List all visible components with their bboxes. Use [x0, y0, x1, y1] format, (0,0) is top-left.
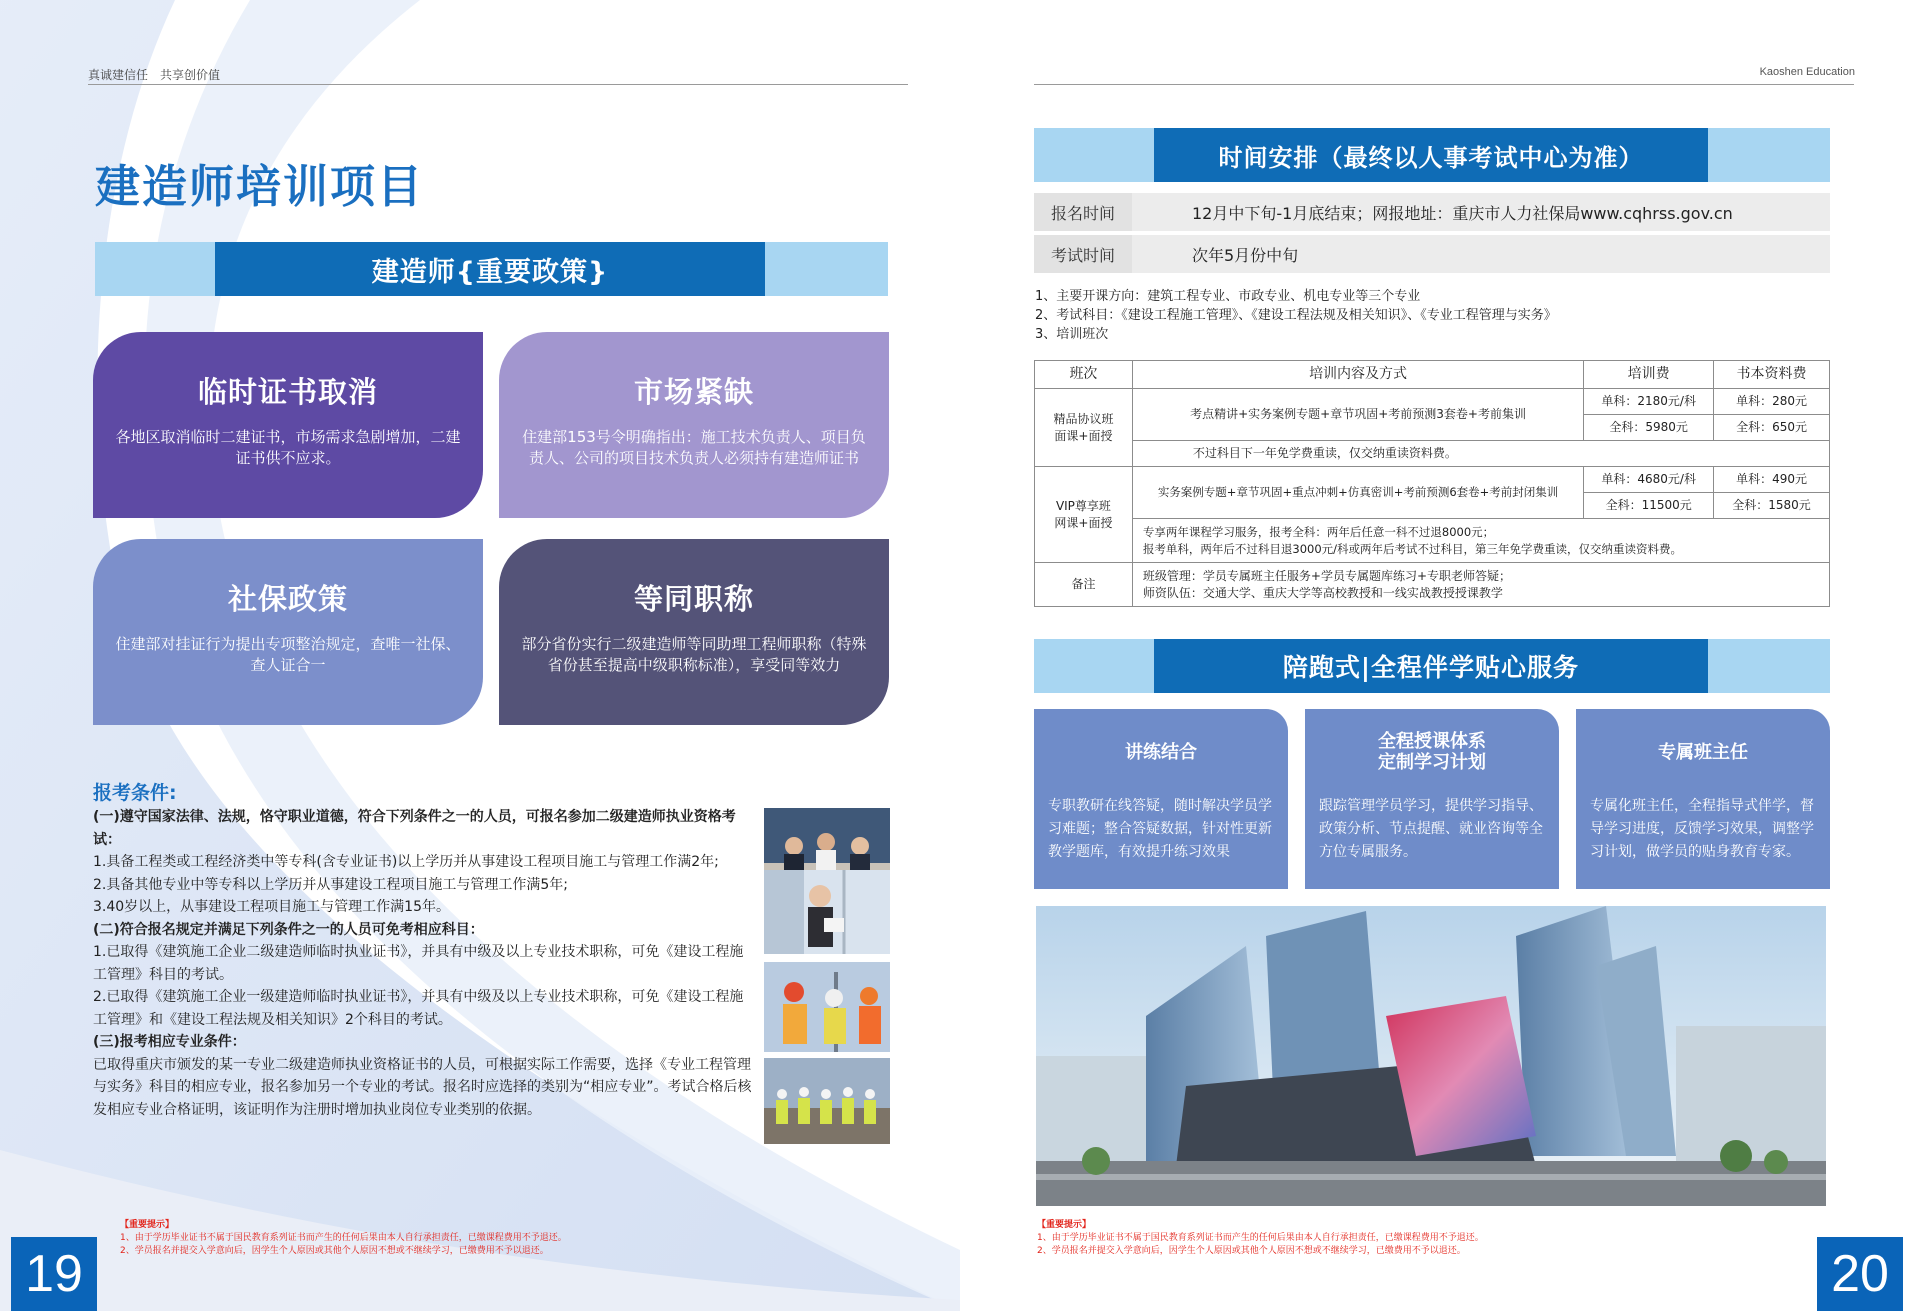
- requirement-line: 1.具备工程类或工程经济类中等专科(含专业证书)以上学历并从事建设工程项目施工与管理工作满2年;: [93, 854, 719, 870]
- column-header: 培训费: [1584, 361, 1714, 389]
- note-cell: 不过科目下一年免学费重读，仅交纳重读资料费。: [1132, 441, 1829, 467]
- notice-line: 2、学员报名并提交入学意向后，因学生个人原因或其他个人原因不想或不继续学习，已缴费用不予以退还。: [1037, 1246, 1466, 1256]
- column-header: 班次: [1035, 361, 1133, 389]
- requirements-body: [93, 806, 753, 1121]
- policy-card-title: 市场紧缺: [633, 375, 754, 409]
- policy-card-desc: 住建部对挂证行为提出专项整治规定，查唯一社保、查人证合一: [115, 635, 461, 674]
- policy-band: [95, 242, 888, 296]
- class-name-cell: 精品协议班 面课+面授: [1035, 389, 1133, 467]
- remark-label: 备注: [1035, 563, 1133, 607]
- page-number: 20: [1817, 1237, 1903, 1311]
- content-cell: 实务案例专题+章节巩固+重点冲刺+仿真密训+考前预测6套卷+考前封闭集训: [1132, 467, 1583, 519]
- photo-site-team: [764, 1058, 890, 1144]
- column-header: 培训内容及方式: [1132, 361, 1583, 389]
- service-card-title: 专属班主任: [1658, 741, 1748, 763]
- note-line: 3、培训班次: [1035, 327, 1109, 342]
- page-title: 建造师培训项目: [95, 160, 425, 213]
- service-card-study-plan: [1305, 709, 1559, 889]
- requirement-line: 已取得重庆市颁发的某一专业二级建造师执业资格证书的人员，可根据实际工作需要，选择《专业工程管理与实务》科目的相应专业，报名参加另一个专业的考试。报名时应选择的类别为“相应专业”。考试合格后核发相应专业合格证明，该证明作为注册时增加执业岗位专业类别的依据。: [93, 1056, 752, 1118]
- book-fee-cell: 单科：280元: [1714, 389, 1830, 415]
- important-notice-left: [120, 1219, 567, 1258]
- notice-line: 2、学员报名并提交入学意向后，因学生个人原因或其他个人原因不想或不继续学习，已缴费用不予以退还。: [120, 1246, 549, 1256]
- table-row: [1035, 563, 1830, 607]
- requirement-line: 1.已取得《建筑施工企业二级建造师临时执业证书》，并具有中级及以上专业技术职称，可免《建设工程施工管理》科目的考试。: [93, 944, 744, 983]
- service-card-title: 全程授课体系 定制学习计划: [1378, 731, 1486, 773]
- policy-band-title: 建造师{重要政策}: [215, 242, 765, 296]
- requirements-title: 报考条件:: [93, 782, 177, 804]
- table-row: [1034, 193, 1830, 231]
- schedule-band: [1034, 128, 1830, 182]
- service-band: [1034, 639, 1830, 693]
- course-notes: [1035, 287, 1557, 344]
- remark-cell: 班级管理：学员专属班主任服务+学员专属题库练习+专职老师答疑； 师资队伍：交通大学、重庆大学等高校教授和一线实战教授授课教学: [1132, 563, 1829, 607]
- fee-table: [1034, 360, 1830, 607]
- note-line: 2、考试科目：《建设工程施工管理》、《建设工程法规及相关知识》、《专业工程管理与实务》: [1035, 308, 1557, 323]
- policy-card-title: 等同职称: [633, 582, 754, 616]
- policy-card-desc: 各地区取消临时二建证书，市场需求急剧增加，二建证书供不应求。: [115, 428, 461, 467]
- policy-card-desc: 部分省份实行二级建造师等同助理工程师职称（特殊省份甚至提高中级职称标准），享受同等效力: [521, 635, 867, 674]
- requirement-line: (一)遵守国家法律、法规，恪守职业道德，符合下列条件之一的人员，可报名参加二级建造师执业资格考试：: [93, 809, 736, 848]
- service-band-title: 陪跑式|全程伴学贴心服务: [1154, 639, 1708, 693]
- class-name-cell: VIP尊享班 网课+面授: [1035, 467, 1133, 563]
- fee-cell: 全科：11500元: [1584, 493, 1714, 519]
- policy-card-social-insurance: [93, 539, 483, 725]
- schedule-value: 次年5月份中旬: [1132, 235, 1830, 273]
- requirement-line: 2.具备其他专业中等专科以上学历并从事建设工程项目施工与管理工作满5年;: [93, 876, 568, 893]
- photo-engineer-woman: [764, 870, 890, 954]
- schedule-label: 考试时间: [1034, 235, 1132, 273]
- brand-name: Kaoshen Education: [1759, 66, 1855, 78]
- table-row: [1035, 519, 1830, 563]
- requirement-line: (二)符合报名规定并满足下列条件之一的人员可免考相应科目：: [93, 921, 484, 938]
- note-cell: 专享两年课程学习服务，报考全科：两年后任意一科不过退8000元； 报考单科，两年后不过科目退3000元/科或两年后考试不过科目，第三年免学费重读，仅交纳重读资料费。: [1132, 519, 1829, 563]
- book-fee-cell: 单科：490元: [1714, 467, 1830, 493]
- policy-card-temporary-certificate: [93, 332, 483, 518]
- column-header: 书本资料费: [1714, 361, 1830, 389]
- schedule-table: [1034, 189, 1830, 277]
- header-divider-right: [1034, 84, 1854, 85]
- header-divider: [88, 84, 908, 85]
- note-line: 1、主要开课方向：建筑工程专业、市政专业、机电专业等三个专业: [1035, 289, 1421, 304]
- schedule-value: 12月中下旬-1月底结束；网报地址：重庆市人力社保局www.cqhrss.gov.cn: [1132, 193, 1830, 231]
- table-header-row: [1035, 361, 1830, 389]
- slogan: 真诚建信任 共享创价值: [88, 68, 221, 82]
- policy-card-equivalent-title: [499, 539, 889, 725]
- photo-construction-workers: [764, 962, 890, 1052]
- table-row: [1035, 441, 1830, 467]
- schedule-band-title: 时间安排（最终以人事考试中心为准）: [1154, 128, 1708, 182]
- important-notice-right: [1037, 1219, 1484, 1258]
- service-card-title: 讲练结合: [1125, 741, 1197, 763]
- service-card-class-teacher: [1576, 709, 1830, 889]
- table-row: [1035, 389, 1830, 415]
- content-cell: 考点精讲+实务案例专题+章节巩固+考前预测3套卷+考前集训: [1132, 389, 1583, 441]
- notice-heading: 【重要提示】: [120, 1220, 175, 1230]
- service-card-desc: 专职教研在线答疑，随时解决学员学习难题；整合答疑数据，针对性更新教学题库，有效提升练习效果: [1048, 798, 1272, 860]
- building-photo: [1036, 906, 1826, 1206]
- fee-cell: 单科：2180元/科: [1584, 389, 1714, 415]
- policy-card-market-shortage: [499, 332, 889, 518]
- fee-cell: 单科：4680元/科: [1584, 467, 1714, 493]
- policy-card-desc: 住建部153号令明确指出：施工技术负责人、项目负责人、公司的项目技术负责人必须持有建造师证书: [522, 428, 866, 467]
- book-fee-cell: 全科：1580元: [1714, 493, 1830, 519]
- service-card-desc: 跟踪管理学员学习，提供学习指导、政策分析、节点提醒、就业咨询等全方位专属服务。: [1319, 798, 1543, 860]
- policy-card-title: 临时证书取消: [197, 375, 378, 409]
- requirement-line: 3.40岁以上，从事建设工程项目施工与管理工作满15年。: [93, 899, 450, 915]
- requirement-line: 2.已取得《建筑施工企业一级建造师临时执业证书》，并具有中级及以上专业技术职称，可免《建设工程施工管理》和《建设工程法规及相关知识》2个科目的考试。: [93, 989, 744, 1028]
- notice-line: 1、由于学历毕业证书不属于国民教育系列证书而产生的任何后果由本人自行承担责任，已缴课程费用不予退还。: [120, 1233, 567, 1243]
- notice-line: 1、由于学历毕业证书不属于国民教育系列证书而产生的任何后果由本人自行承担责任，已缴课程费用不予退还。: [1037, 1233, 1484, 1243]
- notice-heading: 【重要提示】: [1037, 1220, 1092, 1230]
- service-card-desc: 专属化班主任，全程指导式伴学，督导学习进度，反馈学习效果，调整学习计划，做学员的贴身教育专家。: [1590, 798, 1814, 860]
- table-row: [1034, 235, 1830, 273]
- page-number: 19: [11, 1237, 97, 1311]
- service-card-practice: [1034, 709, 1288, 889]
- book-fee-cell: 全科：650元: [1714, 415, 1830, 441]
- fee-cell: 全科：5980元: [1584, 415, 1714, 441]
- requirement-line: (三)报考相应专业条件：: [93, 1034, 246, 1050]
- policy-card-title: 社保政策: [227, 582, 348, 616]
- schedule-label: 报名时间: [1034, 193, 1132, 231]
- table-row: [1035, 467, 1830, 493]
